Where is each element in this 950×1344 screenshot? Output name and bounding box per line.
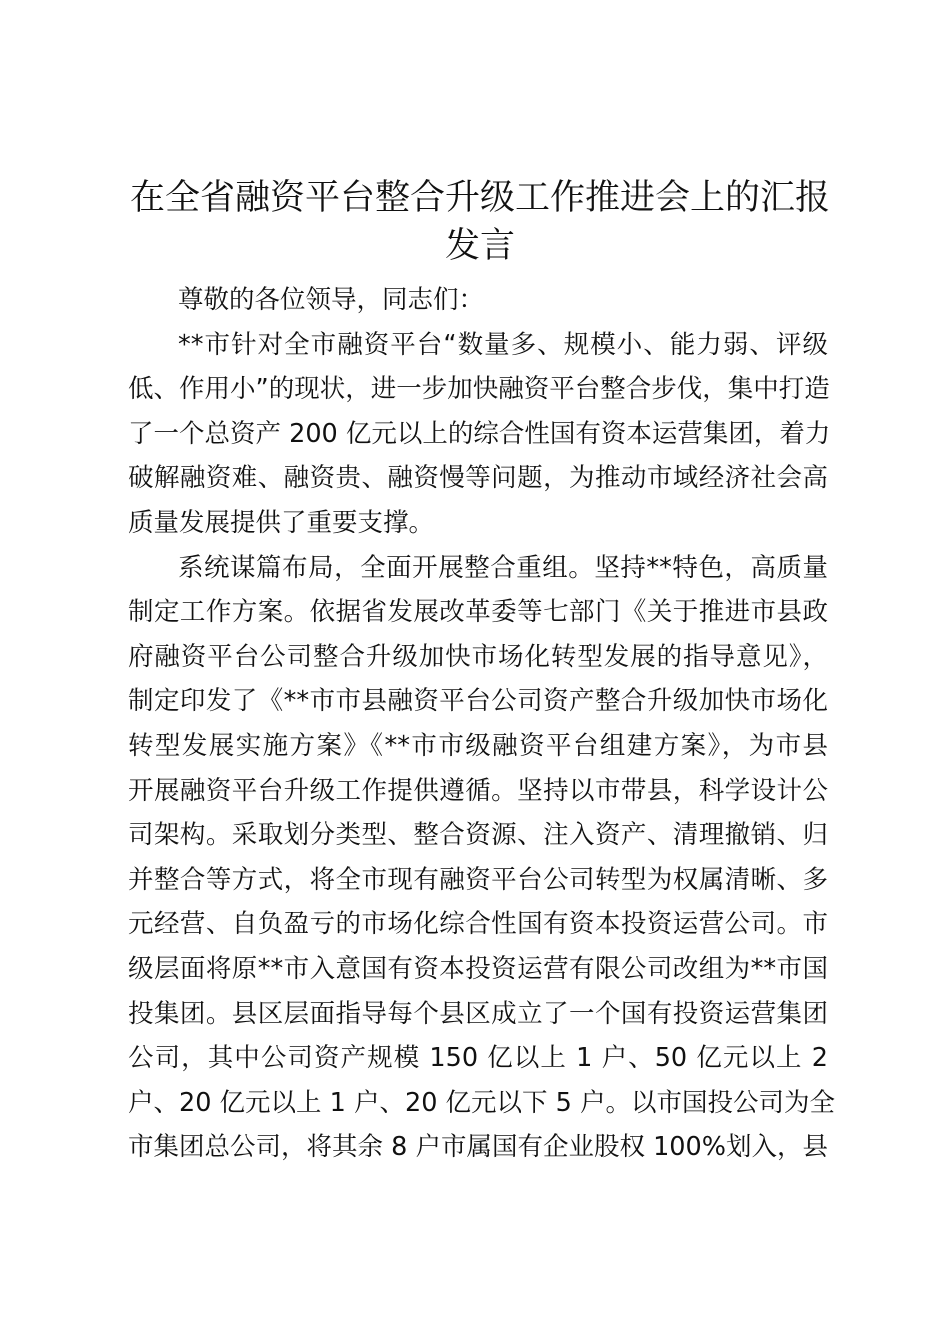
- paragraph-line: 公司，其中公司资产规模 150 亿以上 1 户、50 亿元以上 2: [128, 1043, 828, 1074]
- paragraph-line: 市集团总公司，将其余 8 户市属国有企业股权 100%划入，县: [128, 1132, 828, 1163]
- paragraph-line: 级层面将原**市入意国有资本投资运营有限公司改组为**市国: [128, 953, 828, 984]
- paragraph-line: 了一个总资产 200 亿元以上的综合性国有资本运营集团，着力: [128, 418, 831, 449]
- paragraph-line: 元经营、自负盈亏的市场化综合性国有资本投资运营公司。市: [128, 909, 828, 940]
- paragraph-line: 投集团。县区层面指导每个县区成立了一个国有投资运营集团: [128, 998, 828, 1029]
- paragraph-line: 制定工作方案。依据省发展改革委等七部门《关于推进市县政: [128, 597, 828, 628]
- paragraph-line: 司架构。采取划分类型、整合资源、注入资产、清理撤销、归: [128, 820, 828, 851]
- document-title: [110, 174, 850, 270]
- paragraph-line: **市针对全市融资平台“数量多、规模小、能力弱、评级: [178, 329, 828, 360]
- paragraph-line: 户、20 亿元以上 1 户、20 亿元以下 5 户。以市国投公司为全: [128, 1087, 835, 1118]
- title-line-1: 在全省融资平台整合升级工作推进会上的汇报: [129, 178, 830, 218]
- title-line-2: 发言: [444, 226, 515, 266]
- paragraph-line: 破解融资难、融资贵、融资慢等问题，为推动市域经济社会高: [128, 463, 828, 494]
- paragraph-line: 系统谋篇布局，全面开展整合重组。坚持**特色，高质量: [178, 552, 828, 583]
- paragraph-line: 转型发展实施方案》《**市市级融资平台组建方案》，为市县: [128, 730, 828, 761]
- salutation: 尊敬的各位领导，同志们：: [178, 285, 485, 315]
- paragraph-line: 质量发展提供了重要支撑。: [128, 507, 435, 538]
- document-body: [128, 278, 835, 1170]
- paragraph-line: 并整合等方式，将全市现有融资平台公司转型为权属清晰、多: [128, 864, 828, 895]
- paragraph-line: 低、作用小”的现状，进一步加快融资平台整合步伐，集中打造: [128, 374, 830, 405]
- paragraph-line: 制定印发了《**市市县融资平台公司资产整合升级加快市场化: [128, 686, 828, 717]
- paragraph-line: 府融资平台公司整合升级加快市场化转型发展的指导意见》，: [128, 641, 828, 672]
- paragraph-line: 开展融资平台升级工作提供遵循。坚持以市带县，科学设计公: [128, 775, 828, 806]
